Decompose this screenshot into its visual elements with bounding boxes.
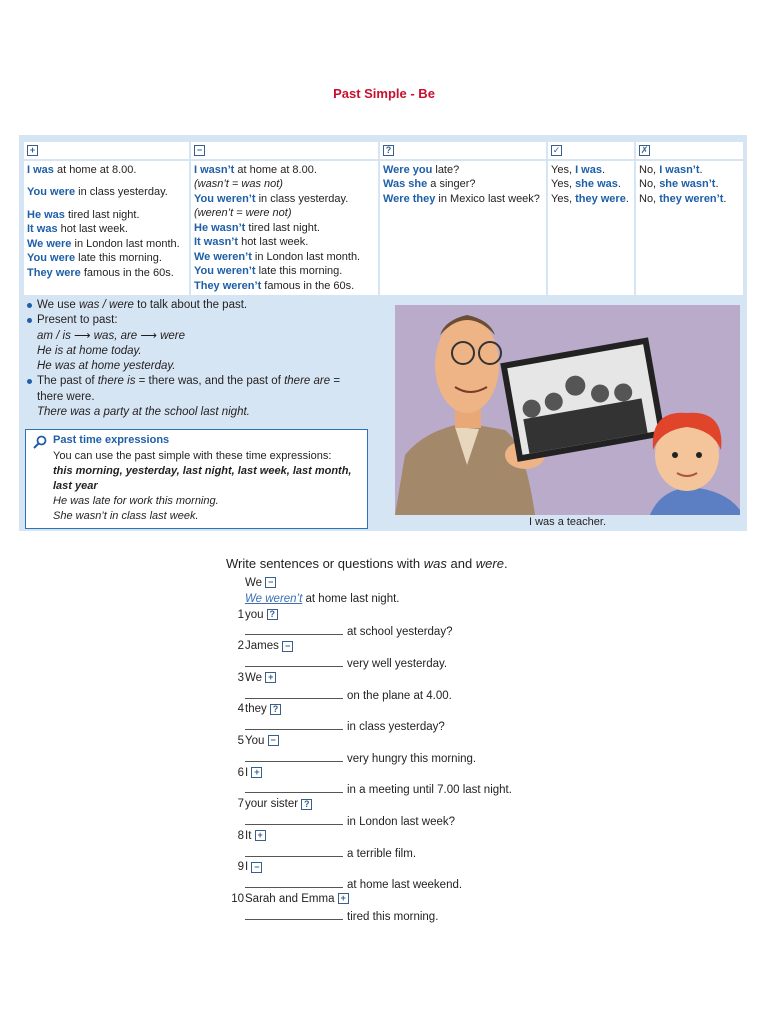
question-icon: ? [383,145,394,156]
plus-icon: + [251,767,262,778]
exercise-item-answer [226,750,646,766]
positive-column [24,160,190,296]
answer-blank[interactable] [245,845,343,857]
table-line: Was she a singer? [383,178,476,190]
expressions-heading: Past time expressions [53,434,170,446]
table-line: You weren’t late this morning. [194,265,343,277]
item-number: 2 [237,640,244,653]
exercise-item-prompt [226,766,646,782]
item-rest: at home last weekend. [347,879,463,892]
item-number: 3 [237,671,244,684]
item-rest: very hungry this morning. [347,752,477,765]
short-yes-column [547,160,635,296]
cross-icon: ✗ [640,144,649,155]
minus-icon: − [282,641,293,652]
item-subject: It [245,829,252,842]
table-note: (wasn’t = was not) [194,178,283,190]
note-bullet: Present to past: [27,313,372,328]
table-line: We were in London last month. [27,237,180,250]
expressions-intro: You can use the past simple with these time expressions: [53,450,332,462]
item-rest: in a meeting until 7.00 last night. [347,784,512,797]
plus-icon: + [27,145,38,156]
table-note: (weren’t = were not) [194,207,292,219]
exercise-instruction: Write sentences or questions with was and were. [226,556,508,571]
note-example: There was a party at the school last night. [37,406,250,419]
table-line: I wasn’t at home at 8.00. [194,163,317,176]
table-line: You were late this morning. [27,252,162,264]
item-subject: your sister [245,798,299,811]
illustration-caption: I was a teacher. [528,516,607,528]
exercise-item-answer [226,687,646,703]
table-line: Were you late? [383,163,460,176]
item-subject: I [245,861,249,874]
item-number: 6 [237,766,244,779]
item-subject: We [245,671,263,684]
item-subject: You [245,734,265,747]
expressions-example: She wasn’t in class last week. [53,510,199,522]
item-rest: tired this morning. [347,910,439,923]
item-rest: very well yesterday. [347,657,448,670]
exercise-item-prompt [226,608,646,624]
table-line: Were they in Mexico last week? [383,192,540,205]
table-line: You were in class yesterday. [27,186,168,198]
exercise-item-prompt [226,860,646,876]
item-number: 1 [237,608,244,621]
exercise-item-prompt [226,829,646,845]
answer-blank[interactable] [245,781,343,793]
item-rest: at school yesterday? [347,626,453,639]
item-rest: in class yesterday? [347,721,445,734]
exercise-item-answer [226,655,646,671]
minus-icon: − [265,577,276,588]
answer-blank[interactable] [245,908,343,920]
answer-blank[interactable] [245,655,343,667]
table-line: We weren’t in London last month. [194,250,361,263]
plus-icon: + [255,830,266,841]
answer-blank[interactable] [245,750,343,762]
table-line: He was tired last night. [27,208,140,221]
question-icon: ? [301,799,312,810]
table-line: They were famous in the 60s. [27,266,174,279]
item-rest: a terrible film. [347,847,417,860]
exercise-item-answer [226,781,646,797]
expressions-list: this morning, yesterday, last night, last week, last month, last year [53,465,352,492]
note-example: am / is ⟶ was, are ⟶ were [37,329,186,342]
item-rest: on the plane at 4.00. [347,689,452,702]
item-subject: they [245,703,267,716]
answer-blank[interactable] [245,623,343,635]
time-expressions-box [25,429,368,529]
exercise-item-prompt [226,892,646,908]
table-line: It was hot last week. [27,223,128,235]
exercise-item-prompt [226,734,646,750]
item-number: 10 [231,892,244,905]
illustration-man-with-photo [395,305,740,515]
table-line: Yes, she was. [551,178,621,190]
example-prompt: We − [226,576,646,592]
table-line: He wasn’t tired last night. [194,221,320,234]
note-example: He was at home yesterday. [37,360,176,373]
exercise-item-prompt [226,639,646,655]
magnifier-icon [33,435,47,454]
table-line: It wasn’t hot last week. [194,236,309,248]
note-continuation: there were. [37,390,95,403]
grammar-notes [27,298,372,420]
item-number: 9 [237,861,244,874]
table-line: No, they weren’t. [639,192,727,205]
question-column [379,160,547,296]
item-subject: James [245,640,279,653]
table-line: They weren’t famous in the 60s. [194,279,355,292]
note-example: He is at home today. [37,344,142,357]
page-title: Past Simple - Be [333,86,435,101]
answer-blank[interactable] [245,687,343,699]
plus-icon: + [265,672,276,683]
grammar-table [24,142,743,295]
table-line: No, she wasn’t. [639,178,719,190]
minus-icon: − [251,862,262,873]
table-line: Yes, I was. [551,163,606,176]
question-icon: ? [267,609,278,620]
exercise [226,556,646,924]
expressions-example: He was late for work this morning. [53,495,219,507]
answer-blank[interactable] [245,813,343,825]
item-number: 4 [237,703,244,716]
item-number: 5 [237,734,244,747]
answer-blank[interactable] [245,876,343,888]
exercise-item-answer [226,876,646,892]
exercise-item-answer [226,908,646,924]
question-icon: ? [270,704,281,715]
item-rest: in London last week? [347,815,456,828]
exercise-item-answer [226,845,646,861]
table-line: No, I wasn’t. [639,163,703,176]
item-subject: I [245,766,249,779]
item-subject: Sarah and Emma [245,892,335,905]
minus-icon: − [194,145,205,156]
exercise-item-answer [226,718,646,734]
negative-column [190,160,379,296]
exercise-item-prompt [226,671,646,687]
table-line: Yes, they were. [551,192,629,205]
table-line: I was at home at 8.00. [27,163,137,176]
check-icon: ✓ [552,144,561,155]
exercise-item-answer [226,623,646,639]
item-number: 7 [237,798,244,811]
answer-blank[interactable] [245,718,343,730]
exercise-item-prompt [226,702,646,718]
table-line: You weren’t in class yesterday. [194,192,349,205]
item-number: 8 [237,829,244,842]
short-no-column [635,160,743,296]
plus-icon: + [338,893,349,904]
note-bullet: We use was / were to talk about the past. [27,298,372,313]
minus-icon: − [268,735,279,746]
example-answer: We weren’t at home last night. [245,592,400,605]
exercise-item-answer [226,813,646,829]
item-subject: you [245,608,264,621]
exercise-item-prompt [226,797,646,813]
note-bullet: The past of there is = there was, and the past of there are = [27,374,372,389]
